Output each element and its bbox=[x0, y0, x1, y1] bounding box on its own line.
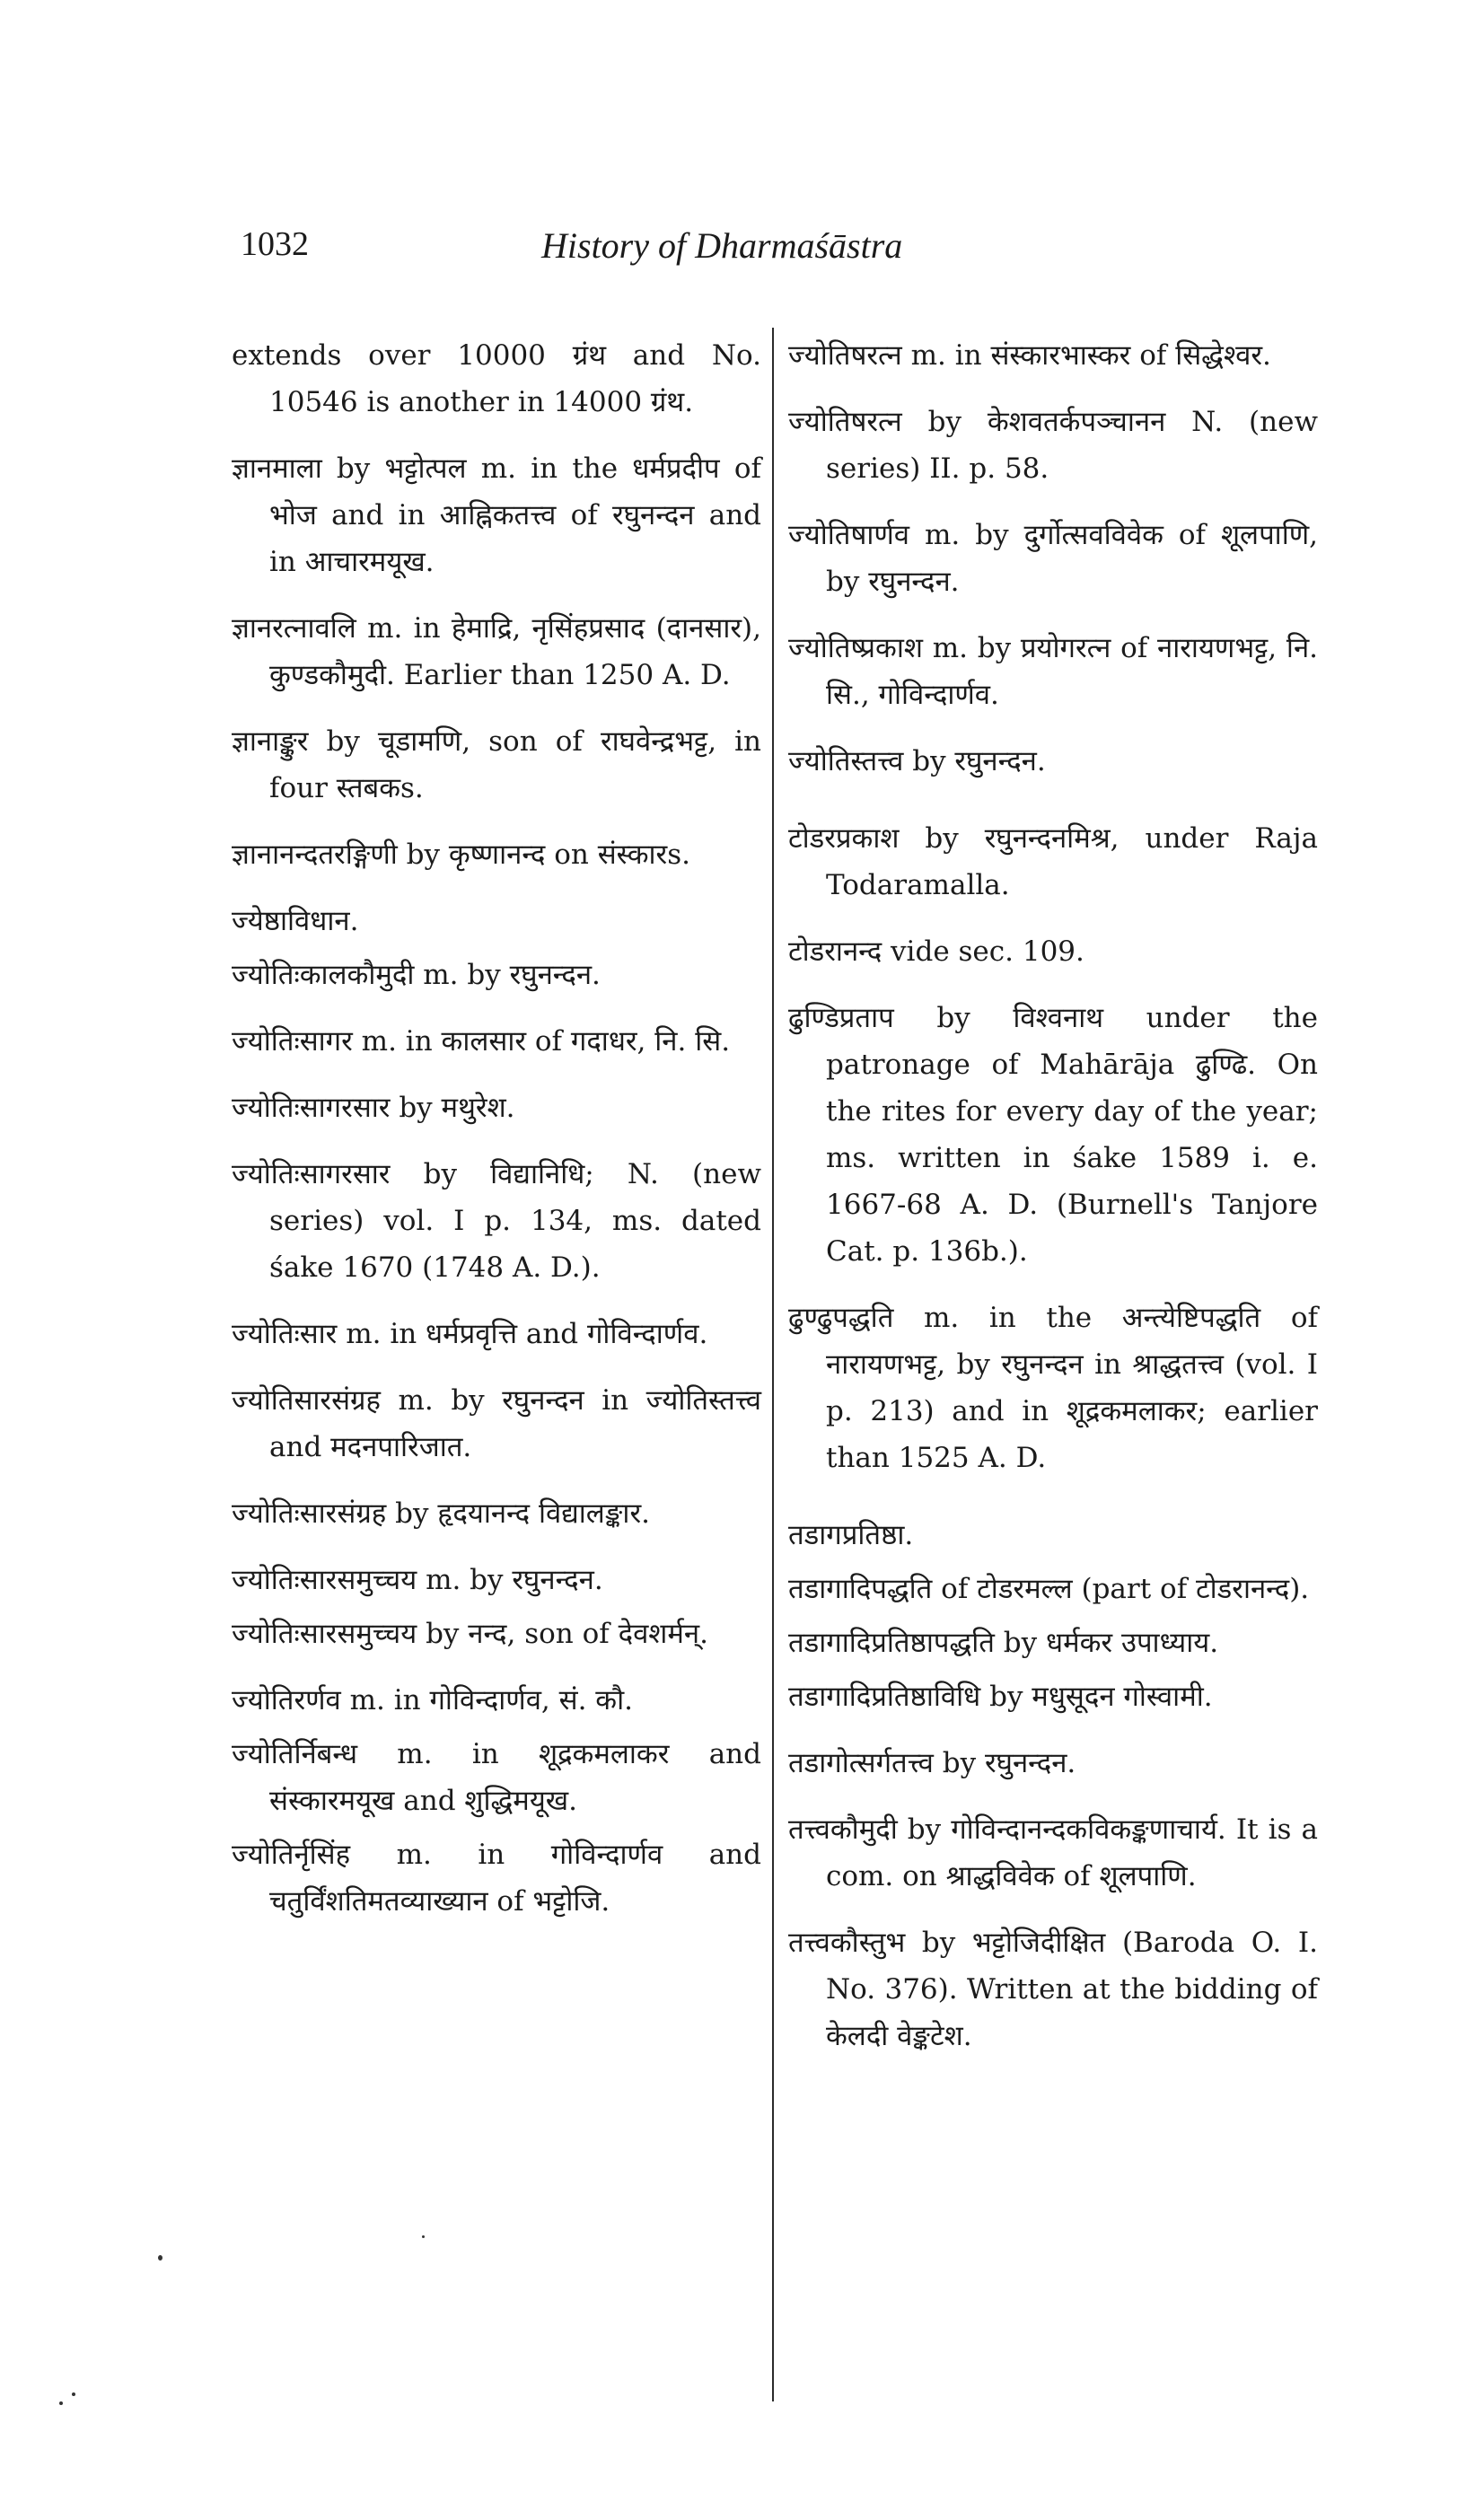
entry: तडागोत्सर्गतत्त्व by रघुनन्दन. bbox=[788, 1747, 1076, 1779]
entry: तत्त्वकौस्तुभ by भट्टोजिदीक्षित (Baroda O. I. No. 376). Written at the bidding of केलदी वेङ्कटेश. bbox=[788, 1927, 1318, 2052]
scan-speck bbox=[158, 2255, 162, 2261]
entry: ज्योतिःसागर m. in कालसार of गदाधर, नि. सि. bbox=[232, 1025, 731, 1058]
page-number: 1032 bbox=[241, 225, 309, 263]
entry: ज्योतिष्प्रकाश m. by प्रयोगरत्न of नारायणभट्ट, नि. सि., गोविन्दार्णव. bbox=[788, 632, 1318, 711]
entry: ज्योतिसारसंग्रह m. by रघुनन्दन in ज्योतिस्तत्त्व and मदनपारिजात. bbox=[232, 1384, 761, 1463]
entry: ज्योतिःसागरसार by मथुरेश. bbox=[232, 1092, 515, 1124]
entry: ज्योतिःसार m. in धर्मप्रवृत्ति and गोविन्दार्णव. bbox=[232, 1318, 708, 1350]
scan-speck bbox=[72, 2392, 75, 2396]
left-column bbox=[232, 332, 761, 1945]
entry: ज्योतिःसागरसार by विद्यानिधि; N. (new series) vol. I p. 134, ms. dated śake 1670 (1748 A. D.). bbox=[232, 1158, 761, 1284]
entry: ज्योतिस्तत्त्व by रघुनन्दन. bbox=[788, 745, 1046, 777]
entry: तत्त्वकौमुदी by गोविन्दानन्दकविकङ्कणाचार्य. It is a com. on श्राद्धविवेक of शूलपाणि. bbox=[788, 1813, 1318, 1892]
entry: ज्योतिःसारसमुच्चय by नन्द, son of देवशर्मन्. bbox=[232, 1618, 708, 1650]
entry: ज्योतिःकालकौमुदी m. by रघुनन्दन. bbox=[232, 959, 601, 991]
column-divider bbox=[772, 328, 774, 2401]
entry: ज्योतिषरत्न by केशवतर्कपञ्चानन N. (new series) II. p. 58. bbox=[788, 406, 1318, 485]
entry: ज्ञानमाला by भट्टोत्पल m. in the धर्मप्रदीप of भोज and in आह्निकतत्त्व of रघुनन्दन and in आचारमयूख. bbox=[232, 452, 761, 578]
running-title: History of Dharmaśāstra bbox=[541, 225, 903, 266]
right-column bbox=[788, 332, 1318, 2079]
entry: ज्योतिःसारसमुच्चय m. by रघुनन्दन. bbox=[232, 1564, 603, 1596]
entry: टोडरानन्द vide sec. 109. bbox=[788, 935, 1084, 968]
entry: तडागादिप्रतिष्ठाविधि by मधुसूदन गोस्वामी. bbox=[788, 1681, 1213, 1713]
page-header bbox=[241, 224, 1156, 278]
scan-speck bbox=[59, 2401, 63, 2405]
entry: ज्योतिरर्णव m. in गोविन्दार्णव, सं. कौ. bbox=[232, 1684, 633, 1716]
entry: तडागादिप्रतिष्ठापद्धति by धर्मकर उपाध्याय. bbox=[788, 1627, 1219, 1659]
entry: ज्येष्ठाविधान. bbox=[232, 905, 359, 937]
entry: ज्योतिषरत्न m. in संस्कारभास्कर of सिद्धेश्वर. bbox=[788, 339, 1271, 372]
entry: ज्ञानरत्नावलि m. in हेमाद्रि, नृसिंहप्रसाद (दानसार), कुण्डकौमुदी. Earlier than 1250 A. D. bbox=[232, 612, 761, 691]
entry: तडागप्रतिष्ठा. bbox=[788, 1519, 914, 1551]
entry: ज्योतिर्नृसिंह m. in गोविन्दार्णव and चतुर्विंशतिमतव्याख्यान of भट्टोजि. bbox=[232, 1839, 761, 1918]
entry: टोडरप्रकाश by रघुनन्दनमिश्र, under Raja Todaramalla. bbox=[788, 822, 1318, 901]
entry: तडागादिपद्धति of टोडरमल्ल (part of टोडरानन्द). bbox=[788, 1573, 1310, 1605]
entry: ज्योतिःसारसंग्रह by हृदयानन्द विद्यालङ्कार. bbox=[232, 1497, 650, 1530]
entry: ज्योतिर्निबन्ध m. in शूद्रकमलाकर and संस्कारमयूख and शुद्धिमयूख. bbox=[232, 1738, 761, 1817]
entry: ढुण्ढुपद्धति m. in the अन्त्येष्टिपद्धति of नारायणभट्ट, by रघुनन्दन in श्राद्धतत्त्व (vol. I p. 213) and in शूद्रकमलाकर; earlier than 1525 A. D. bbox=[788, 1302, 1318, 1474]
entry: ढुण्डिप्रताप by विश्वनाथ under the patronage of Mahārāja ढुण्ढि. On the rites for every day of the year; ms. written in śake 1589 i. e. 1667-68 A. D. (Burnell's Tanjore Cat. p. 136b.). bbox=[788, 1002, 1318, 1268]
entry: ज्ञानाङ्कुर by चूडामणि, son of राघवेन्द्रभट्ट, in four स्तबकs. bbox=[232, 725, 761, 804]
scan-speck bbox=[422, 2235, 425, 2238]
entry: ज्योतिषार्णव m. by दुर्गोत्सवविवेक of शूलपाणि, by रघुनन्दन. bbox=[788, 519, 1318, 598]
entry: ज्ञानानन्दतरङ्गिणी by कृष्णानन्द on संस्कारs. bbox=[232, 838, 690, 871]
entry: extends over 10000 ग्रंथ and No. 10546 is another in 14000 ग्रंथ. bbox=[232, 339, 761, 418]
